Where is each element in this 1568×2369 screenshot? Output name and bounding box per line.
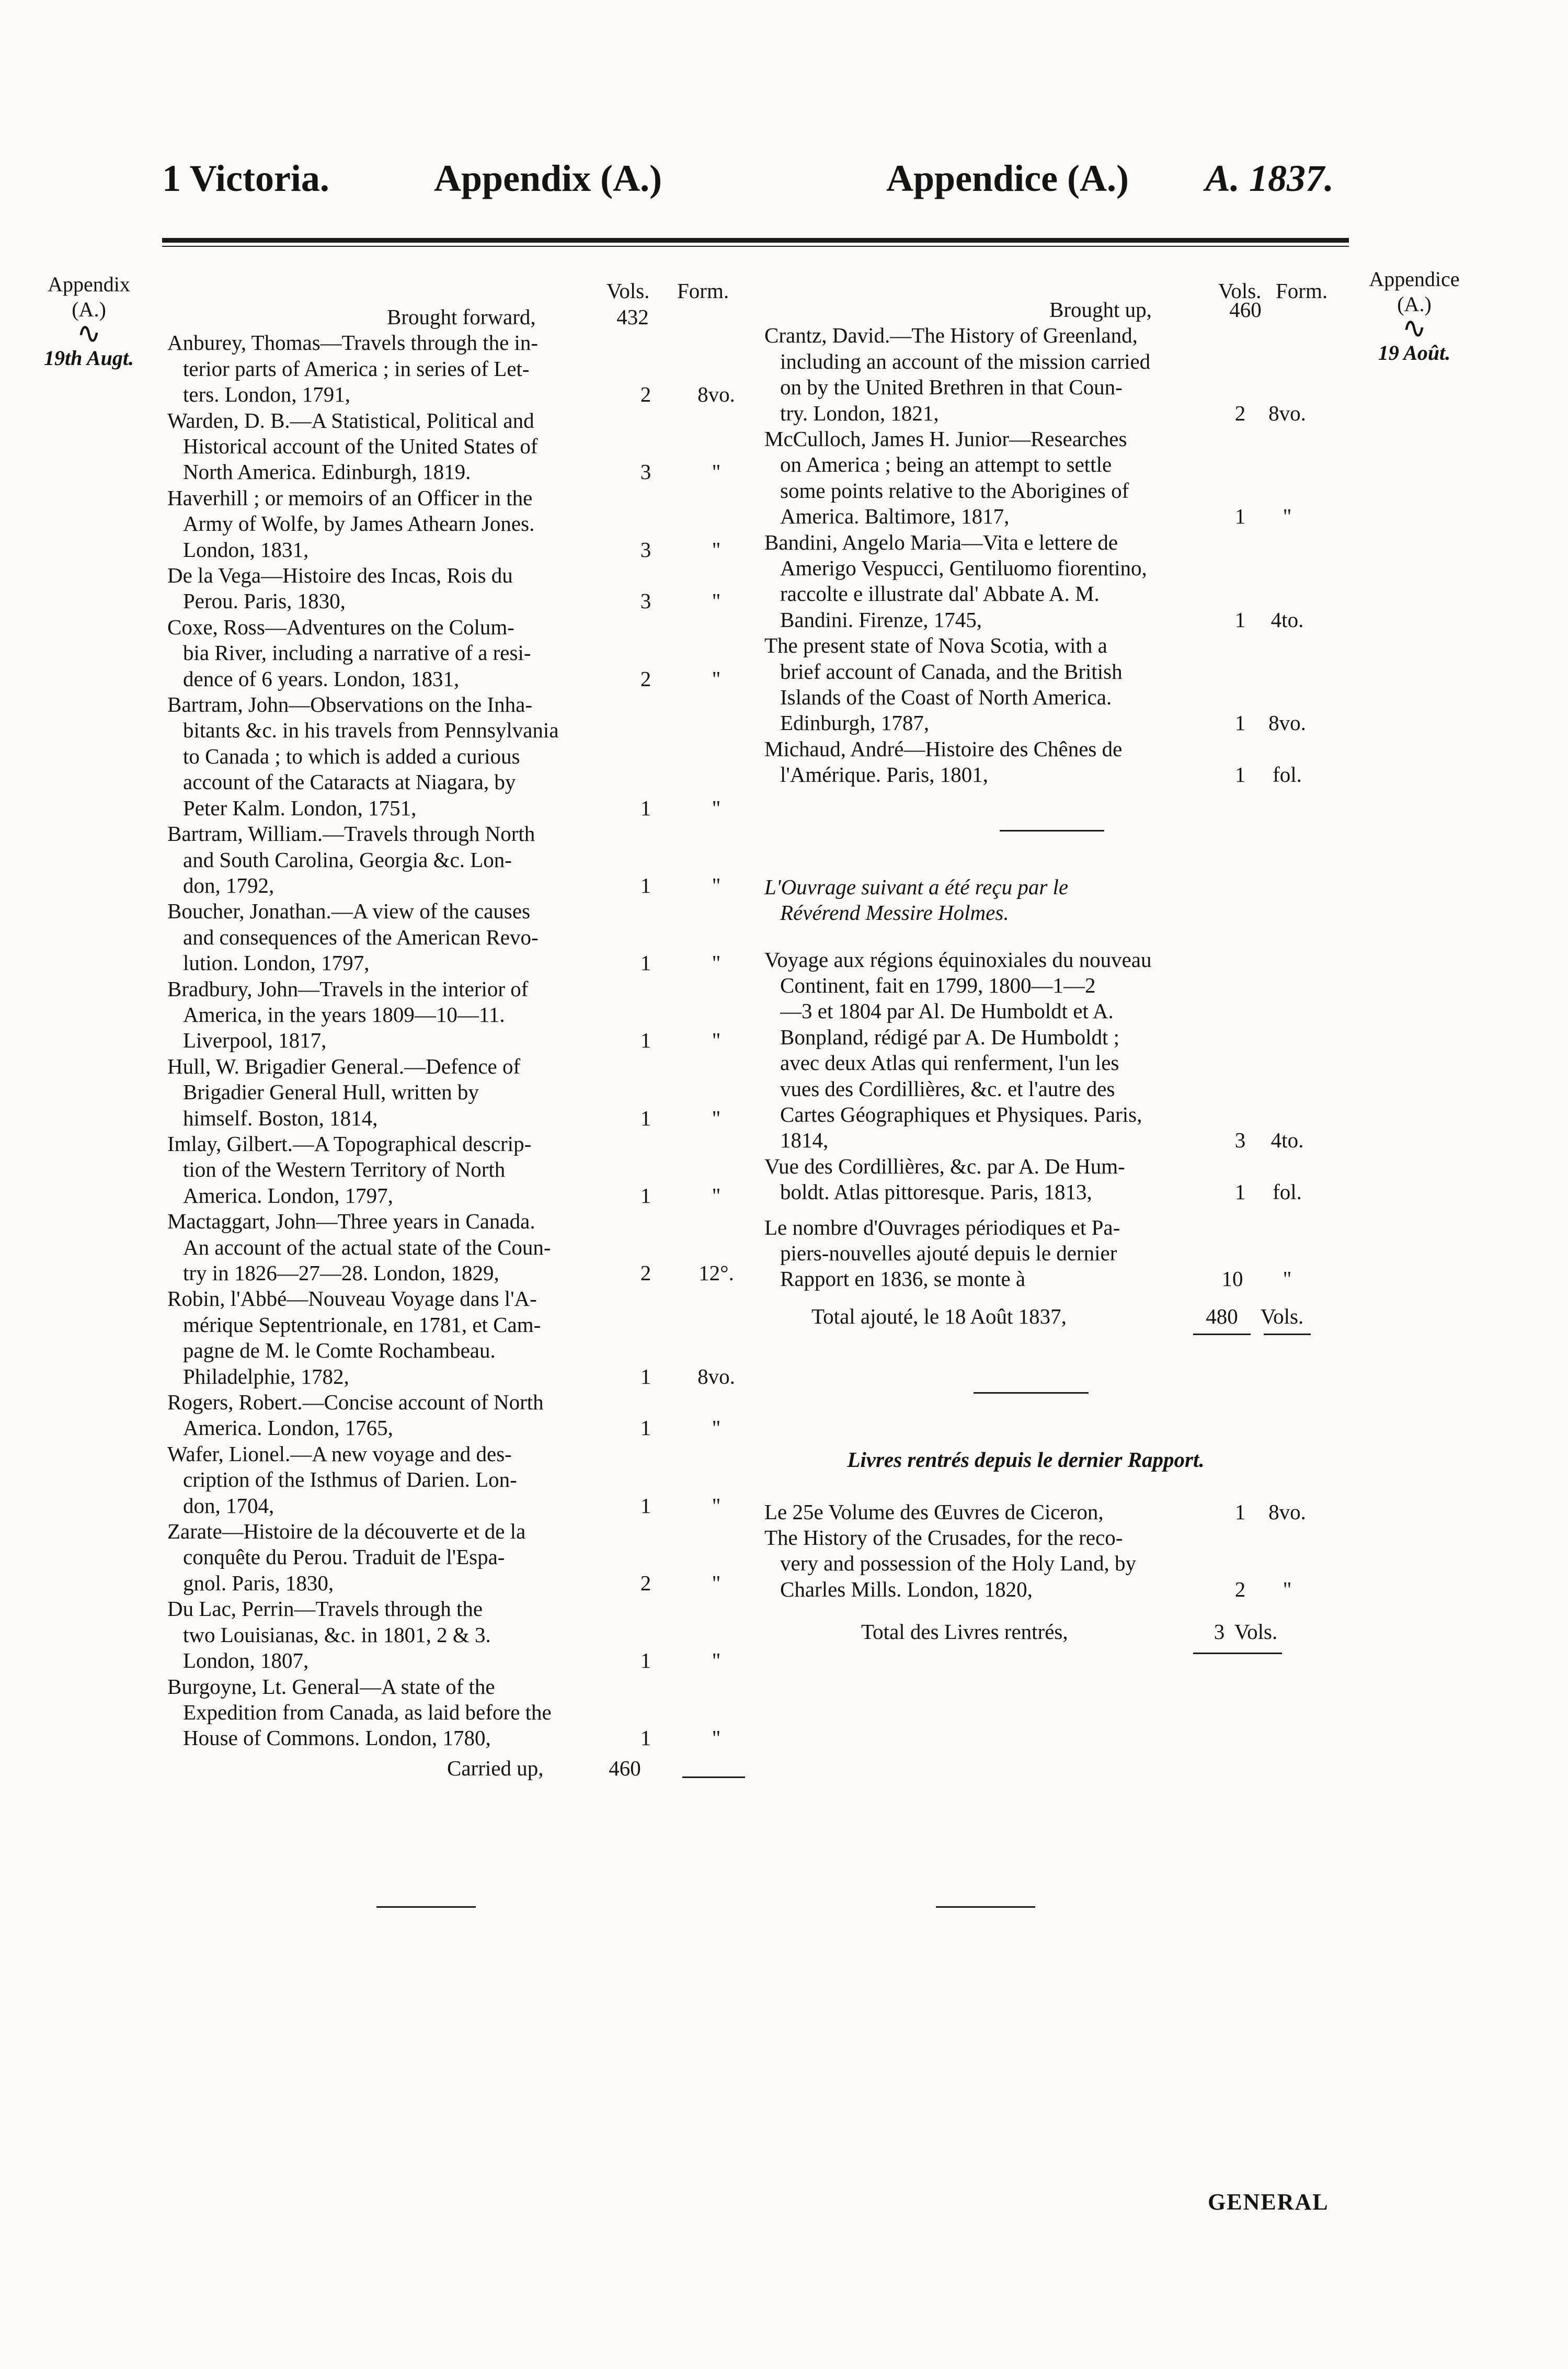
total-added-vols: 480 bbox=[1206, 1304, 1238, 1328]
entry-line: Burgoyne, Lt. General—A state of the bbox=[167, 1674, 495, 1699]
entry-line: on America ; being an attempt to settle bbox=[780, 452, 1112, 477]
carried-up-label: Carried up, bbox=[447, 1756, 544, 1780]
entry-line: gnol. Paris, 1830, bbox=[183, 1570, 334, 1595]
bottom-rule-left bbox=[376, 1906, 476, 1908]
entry-line: Brigadier General Hull, written by bbox=[183, 1080, 479, 1104]
margin-left-label: Appendix bbox=[48, 272, 130, 296]
carried-up-vols: 460 bbox=[609, 1756, 641, 1780]
list-item bbox=[167, 898, 758, 976]
entry-vols: 2 bbox=[640, 382, 651, 407]
tilde-ornament-icon: ∿ bbox=[76, 317, 101, 350]
entry-text bbox=[167, 614, 617, 692]
entry-form: " bbox=[1283, 504, 1292, 529]
entry-text bbox=[167, 1519, 617, 1596]
entry-form: " bbox=[712, 1493, 721, 1518]
entry-form: " bbox=[712, 951, 721, 975]
entry-line: don, 1704, bbox=[183, 1493, 274, 1518]
entry-line: terior parts of America ; in series of Let- bbox=[183, 356, 530, 381]
right-vols-header: Vols. bbox=[1218, 279, 1262, 303]
entry-vols: 2 bbox=[640, 1570, 651, 1595]
header-right-title: Appendice (A.) bbox=[886, 157, 1129, 199]
entry-vols: 1 bbox=[640, 951, 651, 975]
entry-line: Michaud, André—Histoire des Chênes de bbox=[764, 736, 1123, 761]
entry-form: fol. bbox=[1273, 762, 1302, 787]
entry-vols: 1 bbox=[640, 1183, 651, 1208]
entry-line: avec deux Atlas qui renferment, l'un les bbox=[780, 1051, 1119, 1075]
entry-text bbox=[764, 426, 1214, 530]
entry-line: try. London, 1821, bbox=[780, 401, 939, 425]
holmes-entry-list bbox=[764, 947, 1347, 1205]
brought-up-row bbox=[764, 297, 1347, 323]
list-item bbox=[764, 1215, 1347, 1292]
entry-line: Crantz, David.—The History of Greenland, bbox=[764, 323, 1138, 348]
entry-text bbox=[167, 1209, 617, 1286]
entry-text bbox=[167, 563, 617, 614]
entry-line: Haverhill ; or memoirs of an Officer in the bbox=[167, 485, 533, 510]
list-item bbox=[764, 947, 1347, 1154]
entry-line: dence of 6 years. London, 1831, bbox=[183, 666, 460, 691]
entry-text bbox=[764, 323, 1214, 426]
entry-line: some points relative to the Aborigines of bbox=[780, 478, 1129, 503]
entry-vols: 1 bbox=[1234, 1499, 1246, 1524]
entry-vols: 3 bbox=[1234, 1128, 1246, 1153]
entry-line: London, 1807, bbox=[183, 1648, 309, 1673]
entry-line: including an account of the mission carried bbox=[780, 349, 1151, 373]
entry-line: 1814, bbox=[780, 1128, 829, 1153]
total-returned-label: Total des Livres rentrés, bbox=[861, 1620, 1068, 1644]
periodicals-entry bbox=[764, 1215, 1347, 1292]
entry-line: bia River, including a narrative of a resi- bbox=[183, 641, 531, 665]
entry-text bbox=[167, 1596, 617, 1673]
entry-line: pagne de M. le Comte Rochambeau. bbox=[183, 1338, 496, 1363]
header-year: A. 1837. bbox=[1205, 157, 1334, 199]
entry-line: House of Commons. London, 1780, bbox=[183, 1726, 491, 1750]
entry-line: Hull, W. Brigadier General.—Defence of bbox=[167, 1054, 521, 1078]
entry-text bbox=[764, 530, 1214, 633]
left-entry-list bbox=[167, 330, 758, 1751]
entry-form: " bbox=[712, 1726, 721, 1750]
entry-line: Expedition from Canada, as laid before the bbox=[183, 1700, 552, 1724]
entry-line: Perou. Paris, 1830, bbox=[183, 589, 346, 613]
entry-line: Boucher, Jonathan.—A view of the causes bbox=[167, 899, 531, 924]
entry-line: tion of the Western Territory of North bbox=[183, 1157, 506, 1182]
entry-vols: 1 bbox=[1234, 711, 1246, 735]
entry-line: try in 1826—27—28. London, 1829, bbox=[183, 1261, 499, 1285]
entry-vols: 2 bbox=[1234, 401, 1246, 425]
list-item bbox=[167, 1286, 758, 1389]
entry-vols: 1 bbox=[640, 795, 651, 820]
entry-line: Wafer, Lionel.—A new voyage and des- bbox=[167, 1441, 512, 1466]
entry-line: Bartram, John—Observations on the Inha- bbox=[167, 692, 532, 717]
entry-line: Liverpool, 1817, bbox=[183, 1028, 327, 1053]
returned-entry-list bbox=[764, 1499, 1347, 1603]
list-item bbox=[167, 821, 758, 898]
entry-line: Anburey, Thomas—Travels through the in- bbox=[167, 331, 539, 355]
entry-form: " bbox=[712, 1570, 721, 1595]
list-item bbox=[167, 563, 758, 614]
entry-text bbox=[167, 1389, 617, 1441]
entry-vols: 2 bbox=[1234, 1577, 1246, 1601]
brought-up-vols: 460 bbox=[1229, 297, 1262, 322]
entry-line: don, 1792, bbox=[183, 873, 274, 897]
entry-vols: 1 bbox=[640, 1648, 651, 1673]
entry-form: fol. bbox=[1273, 1180, 1302, 1204]
brought-up-label: Brought up, bbox=[1049, 297, 1152, 322]
entry-text bbox=[167, 692, 617, 821]
returned-heading: Livres rentrés depuis le dernier Rapport. bbox=[847, 1448, 1205, 1472]
entry-vols: 1 bbox=[1234, 1180, 1246, 1204]
brought-forward-label: Brought forward, bbox=[387, 304, 536, 329]
entry-text bbox=[167, 1441, 617, 1519]
entry-text bbox=[764, 1215, 1214, 1292]
entry-line: Warden, D. B.—A Statistical, Political and bbox=[167, 408, 534, 432]
entry-vols: 1 bbox=[640, 1493, 651, 1518]
entry-line: Coxe, Ross—Adventures on the Colum- bbox=[167, 614, 514, 639]
left-column bbox=[167, 304, 758, 1781]
right-column bbox=[764, 297, 1347, 1656]
entry-form: 8vo. bbox=[1268, 1499, 1306, 1524]
entry-line: Historical account of the United States of bbox=[183, 434, 538, 459]
bottom-rule-right bbox=[936, 1906, 1035, 1908]
entry-line: Imlay, Gilbert.—A Topographical descrip- bbox=[167, 1131, 532, 1156]
entry-line: The present state of Nova Scotia, with a bbox=[764, 633, 1107, 658]
entry-form: " bbox=[712, 795, 721, 820]
header-rule-thick bbox=[162, 238, 1349, 243]
entry-text bbox=[167, 821, 617, 898]
entry-line: Vue des Cordillières, &c. par A. De Hum- bbox=[764, 1154, 1125, 1178]
header-left-title: Appendix (A.) bbox=[434, 157, 662, 199]
entry-line: An account of the actual state of the Coun- bbox=[183, 1235, 551, 1259]
list-item bbox=[764, 633, 1347, 736]
entry-line: l'Amérique. Paris, 1801, bbox=[780, 762, 988, 787]
entry-form: " bbox=[712, 589, 721, 613]
list-item bbox=[167, 1519, 758, 1596]
list-item bbox=[167, 692, 758, 821]
entry-text bbox=[764, 1154, 1214, 1205]
entry-form: " bbox=[712, 873, 721, 897]
list-item bbox=[764, 1525, 1347, 1602]
entry-text bbox=[167, 976, 617, 1054]
entry-line: De la Vega—Histoire des Incas, Rois du bbox=[167, 563, 513, 588]
margin-left-date: 19th Augt. bbox=[44, 346, 134, 370]
entry-text bbox=[167, 898, 617, 976]
entry-line: Voyage aux régions équinoxiales du nouveau bbox=[764, 947, 1152, 972]
entry-form: 8vo. bbox=[697, 1364, 735, 1388]
entry-line: Bonpland, rédigé par A. De Humboldt ; bbox=[780, 1024, 1120, 1049]
list-item bbox=[167, 1389, 758, 1441]
entry-line: brief account of Canada, and the British bbox=[780, 659, 1123, 684]
entry-vols: 1 bbox=[640, 1028, 651, 1053]
entry-form: " bbox=[1283, 1267, 1292, 1291]
entry-line: account of the Cataracts at Niagara, by bbox=[183, 770, 516, 794]
entry-text bbox=[167, 1674, 617, 1751]
list-item bbox=[764, 1499, 1347, 1525]
entry-line: lution. London, 1797, bbox=[183, 951, 370, 975]
list-item bbox=[167, 1674, 758, 1751]
entry-text bbox=[167, 330, 617, 407]
section-divider-rule bbox=[1000, 830, 1104, 832]
entry-vols: 1 bbox=[1234, 762, 1246, 787]
entry-line: Zarate—Histoire de la découverte et de la bbox=[167, 1519, 526, 1544]
section-gap-2 bbox=[764, 1329, 1347, 1447]
catchword: GENERAL bbox=[1208, 2189, 1329, 2215]
entry-line: Du Lac, Perrin—Travels through the bbox=[167, 1597, 483, 1621]
entry-line: on by the United Brethren in that Coun- bbox=[780, 375, 1123, 400]
entry-line: raccolte e illustrate dal' Abbate A. M. bbox=[780, 582, 1100, 606]
holmes-heading-line: Révérend Messire Holmes. bbox=[780, 901, 1009, 925]
entry-form: " bbox=[712, 1183, 721, 1208]
list-item bbox=[167, 976, 758, 1054]
entry-text bbox=[764, 633, 1214, 736]
list-item bbox=[167, 1054, 758, 1131]
margin-note-right bbox=[1346, 267, 1482, 366]
entry-line: Rapport en 1836, se monte à bbox=[780, 1267, 1026, 1291]
holmes-heading-line: L'Ouvrage suivant a été reçu par le bbox=[764, 874, 1069, 899]
entry-line: bitants &c. in his travels from Pennsylvania bbox=[183, 718, 559, 743]
right-form-header: Form. bbox=[1276, 279, 1328, 303]
entry-form: " bbox=[1283, 1577, 1292, 1601]
entry-line: Cartes Géographiques et Physiques. Paris, bbox=[780, 1102, 1142, 1126]
total-added-label: Total ajouté, le 18 Août 1837, bbox=[811, 1304, 1067, 1328]
entry-text bbox=[764, 736, 1214, 788]
entry-line: conquête du Perou. Traduit de l'Espa- bbox=[183, 1545, 505, 1569]
entry-vols: 3 bbox=[640, 537, 651, 562]
entry-line: Bandini, Angelo Maria—Vita e lettere de bbox=[764, 530, 1118, 554]
entry-line: to Canada ; to which is added a curious bbox=[183, 744, 520, 768]
entry-line: and South Carolina, Georgia &c. Lon- bbox=[183, 847, 512, 872]
brought-forward-vols: 432 bbox=[616, 304, 649, 329]
entry-form: 4to. bbox=[1271, 607, 1304, 632]
entry-form: " bbox=[712, 460, 721, 484]
entry-line: Le nombre d'Ouvrages périodiques et Pa- bbox=[764, 1215, 1120, 1239]
entry-line: himself. Boston, 1814, bbox=[183, 1106, 378, 1130]
entry-line: Bandini. Firenze, 1745, bbox=[780, 607, 982, 632]
entry-vols: 1 bbox=[640, 873, 651, 897]
list-item bbox=[167, 614, 758, 692]
left-column-end-rule bbox=[682, 1776, 745, 1778]
margin-right-date: 19 Août. bbox=[1378, 340, 1451, 365]
entry-text bbox=[764, 1525, 1214, 1602]
left-form-header: Form. bbox=[677, 279, 729, 303]
entry-line: America. London, 1765, bbox=[183, 1416, 393, 1440]
section-gap-1 bbox=[764, 788, 1347, 874]
list-item bbox=[764, 323, 1347, 426]
holmes-heading bbox=[764, 874, 1347, 926]
entry-form: " bbox=[712, 666, 721, 691]
total-added-row bbox=[764, 1304, 1347, 1329]
header-rule-thin bbox=[162, 246, 1349, 247]
tilde-ornament-icon: ∿ bbox=[1402, 312, 1427, 345]
entry-vols: 10 bbox=[1221, 1267, 1243, 1291]
total-added-form: Vols. bbox=[1260, 1304, 1304, 1328]
list-item bbox=[764, 426, 1347, 530]
margin-left-sub: (A.) bbox=[72, 298, 106, 321]
brought-forward-row bbox=[167, 304, 758, 330]
total-rule-vols bbox=[1193, 1334, 1251, 1335]
entry-line: Robin, l'Abbé—Nouveau Voyage dans l'A- bbox=[167, 1286, 537, 1311]
margin-note-left bbox=[29, 272, 149, 371]
entry-line: —3 et 1804 par Al. De Humboldt et A. bbox=[780, 999, 1114, 1023]
entry-form: 12°. bbox=[699, 1261, 734, 1285]
list-item bbox=[167, 1441, 758, 1519]
entry-line: The History of the Crusades, for the reco- bbox=[764, 1525, 1123, 1550]
entry-form: " bbox=[712, 1648, 721, 1673]
entry-line: Amerigo Vespucci, Gentiluomo fiorentino, bbox=[780, 556, 1147, 580]
entry-text bbox=[167, 408, 617, 485]
list-item bbox=[167, 408, 758, 485]
entry-line: ters. London, 1791, bbox=[183, 382, 350, 407]
entry-vols: 1 bbox=[640, 1106, 651, 1130]
entry-text bbox=[167, 1054, 617, 1131]
right-entry-list bbox=[764, 323, 1347, 788]
entry-vols: 1 bbox=[640, 1726, 651, 1750]
entry-text bbox=[764, 1499, 1214, 1525]
list-item bbox=[764, 530, 1347, 633]
entry-form: " bbox=[712, 1028, 721, 1053]
carried-up-row bbox=[167, 1756, 758, 1781]
entry-vols: 1 bbox=[1234, 504, 1246, 529]
entry-line: mérique Septentrionale, en 1781, et Cam- bbox=[183, 1312, 541, 1337]
entry-line: boldt. Atlas pittoresque. Paris, 1813, bbox=[780, 1180, 1092, 1204]
entry-line: very and possession of the Holy Land, by bbox=[780, 1551, 1136, 1576]
header-session: 1 Victoria. bbox=[162, 157, 329, 199]
entry-line: America, in the years 1809—10—11. bbox=[183, 1002, 505, 1027]
total-rule-form bbox=[1264, 1334, 1311, 1335]
entry-line: Bartram, William.—Travels through North bbox=[167, 822, 535, 846]
entry-form: 8vo. bbox=[1268, 711, 1306, 735]
entry-line: Rogers, Robert.—Concise account of North bbox=[167, 1390, 544, 1415]
entry-vols: 1 bbox=[640, 1364, 651, 1388]
entry-line: Charles Mills. London, 1820, bbox=[780, 1577, 1033, 1601]
total-returned-form: Vols. bbox=[1234, 1620, 1278, 1644]
entry-line: McCulloch, James H. Junior—Researches bbox=[764, 427, 1127, 451]
entry-line: London, 1831, bbox=[183, 537, 309, 562]
entry-vols: 1 bbox=[640, 1416, 651, 1440]
total-returned-row bbox=[764, 1619, 1347, 1645]
entry-vols: 1 bbox=[1234, 607, 1246, 632]
entry-line: Le 25e Volume des Œuvres de Ciceron, bbox=[764, 1499, 1104, 1524]
entry-text bbox=[167, 1286, 617, 1389]
entry-line: Peter Kalm. London, 1751, bbox=[183, 795, 417, 820]
entry-form: 8vo. bbox=[1268, 401, 1306, 425]
entry-vols: 3 bbox=[640, 460, 651, 484]
left-vols-header: Vols. bbox=[606, 279, 650, 303]
entry-line: Bradbury, John—Travels in the interior of bbox=[167, 976, 529, 1001]
entry-form: " bbox=[712, 1106, 721, 1130]
entry-line: piers-nouvelles ajouté depuis le dernier bbox=[780, 1240, 1117, 1265]
entry-line: America. London, 1797, bbox=[183, 1183, 393, 1208]
entry-line: Mactaggart, John—Three years in Canada. bbox=[167, 1209, 535, 1234]
margin-right-label: Appendice bbox=[1369, 267, 1460, 291]
entry-line: cription of the Isthmus of Darien. Lon- bbox=[183, 1467, 517, 1492]
margin-right-sub: (A.) bbox=[1397, 292, 1432, 316]
total-returned-vols: 3 bbox=[1214, 1620, 1225, 1644]
entry-text bbox=[167, 1131, 617, 1209]
total-returned-rule bbox=[1193, 1653, 1282, 1654]
list-item bbox=[167, 1131, 758, 1209]
list-item bbox=[167, 330, 758, 407]
entry-form: 4to. bbox=[1271, 1128, 1304, 1153]
list-item bbox=[167, 1596, 758, 1673]
list-item bbox=[167, 1209, 758, 1286]
entry-form: 8vo. bbox=[697, 382, 735, 407]
entry-line: vues des Cordillières, &c. et l'autre des bbox=[780, 1076, 1115, 1101]
entry-vols: 2 bbox=[640, 1261, 651, 1285]
entry-text bbox=[764, 947, 1214, 1154]
entry-line: North America. Edinburgh, 1819. bbox=[183, 460, 471, 484]
entry-text bbox=[167, 485, 617, 563]
list-item bbox=[167, 485, 758, 563]
entry-line: Philadelphie, 1782, bbox=[183, 1364, 349, 1388]
entry-vols: 3 bbox=[640, 589, 651, 613]
list-item bbox=[764, 736, 1347, 788]
entry-form: " bbox=[712, 537, 721, 562]
entry-line: America. Baltimore, 1817, bbox=[780, 504, 1010, 529]
entry-line: Islands of the Coast of North America. bbox=[780, 685, 1112, 710]
section-divider-rule bbox=[974, 1392, 1089, 1394]
entry-line: Army of Wolfe, by James Athearn Jones. bbox=[183, 511, 535, 536]
entry-line: Edinburgh, 1787, bbox=[780, 711, 930, 735]
entry-vols: 2 bbox=[640, 666, 651, 691]
entry-line: Continent, fait en 1799, 1800—1—2 bbox=[780, 973, 1096, 997]
entry-line: two Louisianas, &c. in 1801, 2 & 3. bbox=[183, 1622, 491, 1647]
entry-form: " bbox=[712, 1416, 721, 1440]
list-item bbox=[764, 1154, 1347, 1205]
entry-line: and consequences of the American Revo- bbox=[183, 925, 539, 949]
